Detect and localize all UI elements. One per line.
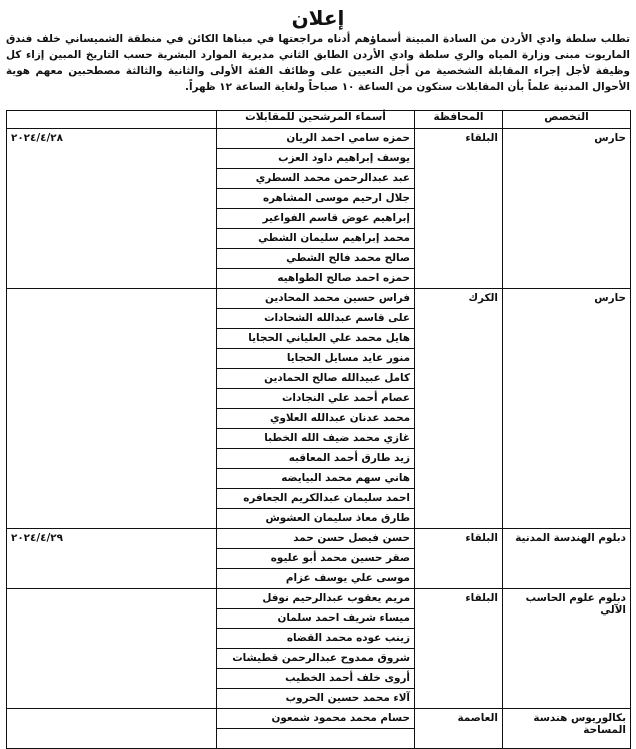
governorate-cell: البلقاء <box>415 529 503 589</box>
specialization-cell: حارس <box>503 289 631 529</box>
candidates-table <box>6 110 631 749</box>
candidate-name-cell: عصام أحمد علي النجادات <box>217 389 415 409</box>
candidate-name-cell: حسن فيصل حسن حمد <box>217 529 415 549</box>
table-row <box>7 129 631 149</box>
candidate-name-cell: فراس حسين محمد المحادين <box>217 289 415 309</box>
candidate-name-cell: أروى خلف أحمد الخطيب <box>217 669 415 689</box>
governorate-cell: العاصمة <box>415 709 503 749</box>
header-names: أسماء المرشحين للمقابلات <box>217 111 415 129</box>
candidate-name-cell: كامل عبيدالله صالح الحمادين <box>217 369 415 389</box>
candidate-name-cell: جلال ارحيم موسى المشاهره <box>217 189 415 209</box>
table-header-row <box>7 111 631 129</box>
candidate-name-cell: ميساء شريف احمد سلمان <box>217 609 415 629</box>
interview-date-cell <box>7 589 217 709</box>
governorate-cell: البلقاء <box>415 129 503 289</box>
candidate-name-cell: حسام محمد محمود شمعون <box>217 709 415 729</box>
table-row <box>7 289 631 309</box>
interview-date-cell: ٢٠٢٤/٤/٢٨ <box>7 129 217 289</box>
specialization-cell: بكالوريوس هندسة المساحة <box>503 709 631 749</box>
candidate-name-cell: احمد سليمان عبدالكريم الجعافره <box>217 489 415 509</box>
candidate-name-cell <box>217 729 415 749</box>
announcement-body: تطلب سلطة وادي الأردن من السادة المبينة أسماؤهم أدناه مراجعتها في مبناها الكائن في منطقة الشميساني خلف فندق الماريوت مبنى وزارة المياه والري سلطة وادي الأردن الطابق الثاني مديرية الموارد البشرية حسب التاريخ المبين إزاء كل وظيفة لأجل إجراء المقابلة الشخصية من أجل التعيين على وظائف الفئة الأولى والثانية والثالثة مصطحبين معهم هوية الأحوال المدنية علماً بأن المقابلات ستكون من الساعة ١٠ صباحاً ولغاية الساعة ١٢ ظهراً. <box>6 33 630 93</box>
table-row <box>7 529 631 549</box>
candidate-name-cell: على قاسم عبدالله الشحادات <box>217 309 415 329</box>
candidate-name-cell: آلاء محمد حسين الحروب <box>217 689 415 709</box>
table-body <box>7 129 631 749</box>
governorate-cell: الكرك <box>415 289 503 529</box>
header-date <box>7 111 217 129</box>
candidate-name-cell: هاني سهم محمد البيايضه <box>217 469 415 489</box>
candidate-name-cell: صقر حسين محمد أبو عليوه <box>217 549 415 569</box>
candidate-name-cell: غازي محمد ضيف الله الخطبا <box>217 429 415 449</box>
candidate-name-cell: محمد عدنان عبدالله العلاوي <box>217 409 415 429</box>
candidate-name-cell: حمزه احمد صالح الطواهيه <box>217 269 415 289</box>
candidate-name-cell: إبراهيم عوض قاسم الفواعير <box>217 209 415 229</box>
header-specialization: التخصص <box>503 111 631 129</box>
candidate-name-cell: موسى علي يوسف عزام <box>217 569 415 589</box>
candidate-name-cell: يوسف إبراهيم داود العزب <box>217 149 415 169</box>
candidate-name-cell: مريم يعقوب عبدالرحيم نوفل <box>217 589 415 609</box>
candidate-name-cell: منور عايد مسايل الحجايا <box>217 349 415 369</box>
interview-date-cell: ٢٠٢٤/٤/٢٩ <box>7 529 217 589</box>
page-title: إعلان <box>291 6 345 30</box>
specialization-cell: دبلوم الهندسة المدنية <box>503 529 631 589</box>
governorate-cell: البلقاء <box>415 589 503 709</box>
specialization-cell: حارس <box>503 129 631 289</box>
candidate-name-cell: صالح محمد فالح الشطي <box>217 249 415 269</box>
table-row <box>7 589 631 609</box>
candidate-name-cell: زينب عوده محمد القضاه <box>217 629 415 649</box>
candidate-name-cell: محمد إبراهيم سليمان الشطي <box>217 229 415 249</box>
candidate-name-cell: عبد عبدالرحمن محمد السطري <box>217 169 415 189</box>
candidate-name-cell: زيد طارق أحمد المعاقبه <box>217 449 415 469</box>
candidate-name-cell: شروق ممدوح عبدالرحمن قطيشات <box>217 649 415 669</box>
candidate-name-cell: طارق معاذ سليمان العشوش <box>217 509 415 529</box>
interview-date-cell <box>7 289 217 529</box>
table-row <box>7 709 631 729</box>
header-governorate: المحافظة <box>415 111 503 129</box>
candidate-name-cell: هايل محمد علي العلياني الحجايا <box>217 329 415 349</box>
specialization-cell: دبلوم علوم الحاسب الآلي <box>503 589 631 709</box>
candidate-name-cell: حمزه سامي احمد الريان <box>217 129 415 149</box>
